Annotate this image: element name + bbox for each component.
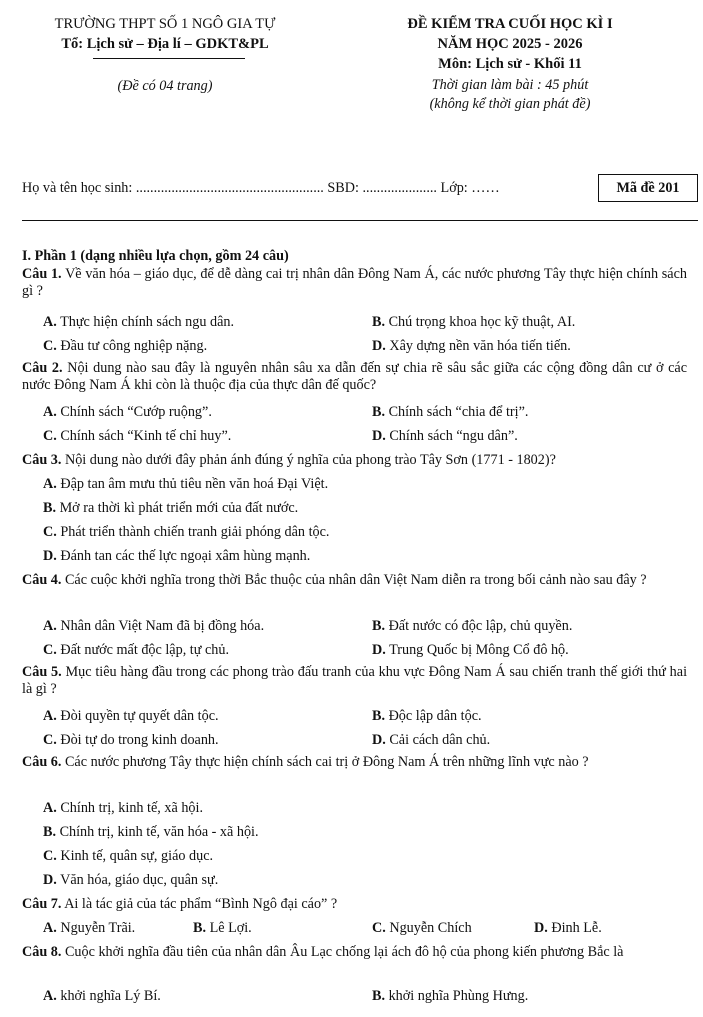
question-label: Câu 3. <box>22 452 62 468</box>
department-name: Tổ: Lịch sử – Địa lí – GDKT&PL <box>61 36 269 52</box>
option-7d[interactable]: D. Đinh Lễ. <box>534 920 602 936</box>
question-text: Các cuộc khởi nghĩa trong thời Bắc thuộc của nhân dân Việt Nam diễn ra trong bối cảnh nào sau đây ? <box>64 572 647 588</box>
duration: Thời gian làm bài : 45 phút <box>431 77 589 93</box>
option-5d[interactable]: D. Cải cách dân chủ. <box>372 732 491 748</box>
part1-title: I. Phần 1 (dạng nhiều lựa chọn, gồm 24 câu) <box>22 248 289 264</box>
question-text: Mục tiêu hàng đầu trong các phong trào đấu tranh của khu vực Đông Nam Á sau chiến tranh thế giới thứ hai là gì ? <box>22 664 688 697</box>
option-8a[interactable]: A. khởi nghĩa Lý Bí. <box>43 988 161 1004</box>
option-3c[interactable]: C. Phát triển thành chiến tranh giải phóng dân tộc. <box>43 524 330 540</box>
option-6a[interactable]: A. Chính trị, kinh tế, xã hội. <box>43 800 203 816</box>
option-1a[interactable]: A. Thực hiện chính sách ngu dân. <box>43 314 235 330</box>
student-info-line: Họ và tên học sinh: ..................................................... SBD: ..................... Lớp: …… <box>22 180 500 196</box>
option-2a[interactable]: A. Chính sách “Cướp ruộng”. <box>43 404 212 420</box>
question-1 <box>22 266 687 300</box>
option-5b[interactable]: B. Độc lập dân tộc. <box>372 708 482 724</box>
exam-title: ĐỀ KIỂM TRA CUỐI HỌC KÌ I <box>407 16 613 32</box>
question-text: Về văn hóa – giáo dục, để dễ dàng cai trị nhân dân Đông Nam Á, các nước phương Tây thực hiện chính sách gì ? <box>22 266 687 299</box>
question-label: Câu 2. <box>22 360 63 376</box>
option-2b[interactable]: B. Chính sách “chia để trị”. <box>372 404 529 420</box>
question-label: Câu 5. <box>22 664 62 680</box>
duration-note: (không kể thời gian phát đề) <box>429 96 591 112</box>
option-3a[interactable]: A. Đập tan âm mưu thủ tiêu nền văn hoá Đại Việt. <box>43 476 329 492</box>
question-7 <box>22 896 687 913</box>
option-8b[interactable]: B. khởi nghĩa Phùng Hưng. <box>372 988 529 1004</box>
question-label: Câu 1. <box>22 266 62 282</box>
question-text: Các nước phương Tây thực hiện chính sách cai trị ở Đông Nam Á trên những lĩnh vực nào ? <box>64 754 589 770</box>
question-3 <box>22 452 687 469</box>
option-6d[interactable]: D. Văn hóa, giáo dục, quân sự. <box>43 872 219 888</box>
option-1d[interactable]: D. Xây dựng nền văn hóa tiến tiến. <box>372 338 571 354</box>
option-6c[interactable]: C. Kinh tế, quân sự, giáo dục. <box>43 848 214 864</box>
option-4d[interactable]: D. Trung Quốc bị Mông Cổ đô hộ. <box>372 642 569 658</box>
option-2d[interactable]: D. Chính sách “ngu dân”. <box>372 428 518 444</box>
question-5 <box>22 664 687 698</box>
option-3b[interactable]: B. Mở ra thời kì phát triển mới của đất nước. <box>43 500 299 516</box>
option-7a[interactable]: A. Nguyễn Trãi. <box>43 920 136 936</box>
option-5a[interactable]: A. Đòi quyền tự quyết dân tộc. <box>43 708 219 724</box>
header-divider <box>22 220 698 221</box>
option-4a[interactable]: A. Nhân dân Việt Nam đã bị đồng hóa. <box>43 618 265 634</box>
pages-note: (Đề có 04 trang) <box>117 78 213 94</box>
exam-code-box: Mã đề 201 <box>598 174 698 202</box>
subject: Môn: Lịch sử - Khối 11 <box>438 56 582 72</box>
question-text: Ai là tác giả của tác phẩm “Bình Ngô đại cáo” ? <box>64 896 338 912</box>
option-4c[interactable]: C. Đất nước mất độc lập, tự chủ. <box>43 642 229 658</box>
question-8 <box>22 944 687 961</box>
option-4b[interactable]: B. Đất nước có độc lập, chủ quyền. <box>372 618 573 634</box>
department-underline <box>93 58 245 59</box>
option-5c[interactable]: C. Đòi tự do trong kinh doanh. <box>43 732 219 748</box>
question-6 <box>22 754 687 771</box>
option-3d[interactable]: D. Đánh tan các thế lực ngoại xâm hùng mạnh. <box>43 548 311 564</box>
option-1b[interactable]: B. Chú trọng khoa học kỹ thuật, AI. <box>372 314 576 330</box>
question-text: Nội dung nào sau đây là nguyên nhân sâu xa dẫn đến sự chia rẽ sâu sắc giữa các cộng đồng dân cư ở các nước Đông Nam Á khi còn là thuộc địa của thực dân đế quốc? <box>22 360 688 393</box>
school-name: TRƯỜNG THPT SỐ 1 NGÔ GIA TỰ <box>54 16 276 32</box>
option-6b[interactable]: B. Chính trị, kinh tế, văn hóa - xã hội. <box>43 824 259 840</box>
question-label: Câu 7. <box>22 896 62 912</box>
question-label: Câu 6. <box>22 754 62 770</box>
question-text: Cuộc khởi nghĩa đầu tiên của nhân dân Âu Lạc chống lại ách đô hộ của phong kiến phương Bắc là <box>64 944 624 960</box>
option-7c[interactable]: C. Nguyễn Chích <box>372 920 472 936</box>
option-2c[interactable]: C. Chính sách “Kinh tế chỉ huy”. <box>43 428 232 444</box>
question-4 <box>22 572 687 589</box>
question-2 <box>22 360 687 394</box>
question-text: Nội dung nào dưới đây phản ánh đúng ý nghĩa của phong trào Tây Sơn (1771 - 1802)? <box>64 452 556 468</box>
school-year: NĂM HỌC 2025 - 2026 <box>437 36 583 52</box>
option-1c[interactable]: C. Đầu tư công nghiệp nặng. <box>43 338 208 354</box>
question-label: Câu 8. <box>22 944 62 960</box>
question-label: Câu 4. <box>22 572 62 588</box>
option-7b[interactable]: B. Lê Lợi. <box>193 920 252 936</box>
